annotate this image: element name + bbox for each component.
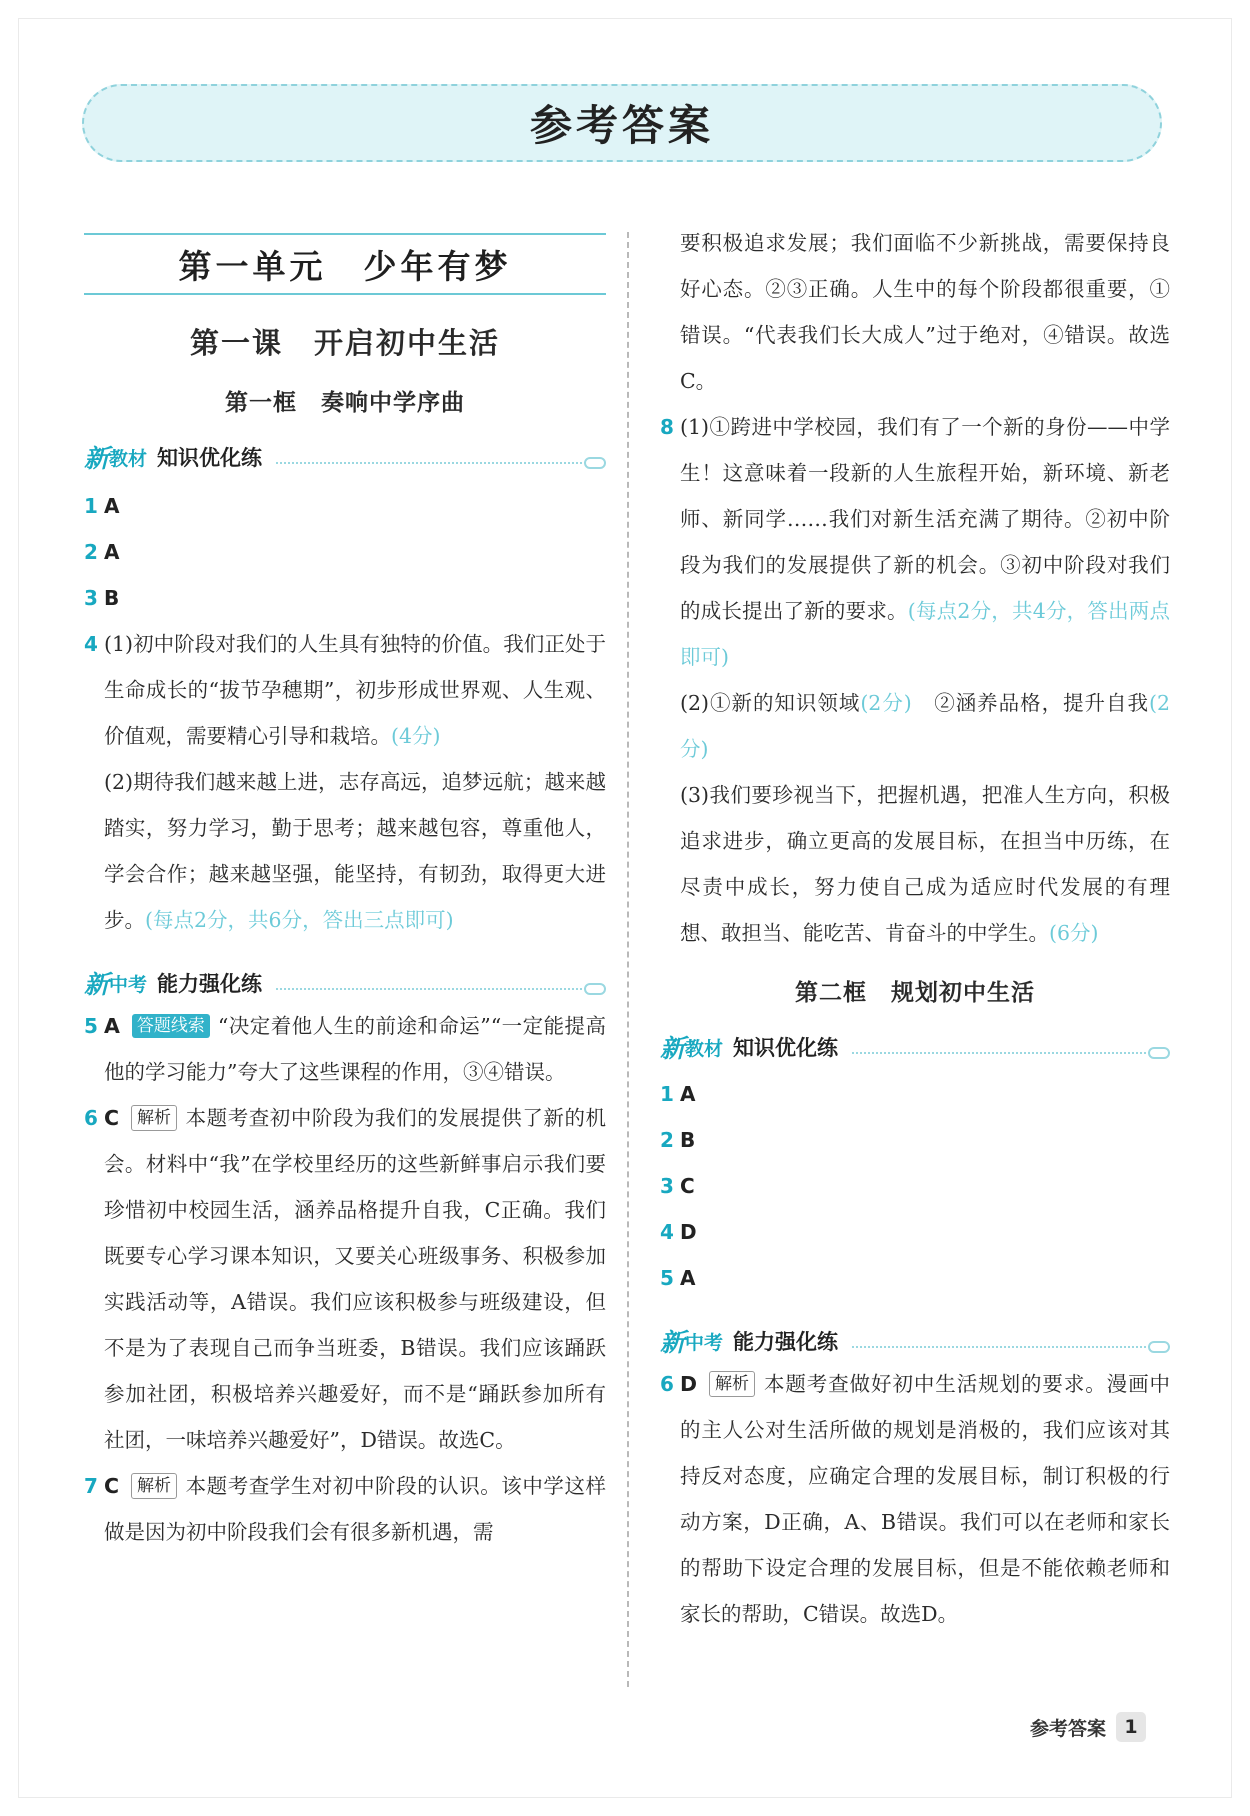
score-note: (每点2分，共4分，答出两点即可): [680, 599, 1170, 669]
score-note: (2分): [860, 691, 912, 715]
score-note: (4分): [391, 724, 441, 748]
answer-item: [84, 483, 606, 529]
answer-item: [84, 1095, 606, 1463]
explanation: 本题考查学生对初中阶段的认识。该中学这样做是因为初中阶段我们会有很多新机遇，需: [104, 1474, 606, 1544]
pencil-icon: [584, 457, 606, 469]
pencil-icon: [584, 983, 606, 995]
page-number: 1: [1116, 1712, 1146, 1742]
answer-item: [660, 1255, 1170, 1301]
section-rule: [276, 462, 582, 464]
answer-number: 5: [660, 1266, 674, 1290]
answer-part: (2)期待我们越来越上进，志存高远，追梦远航；越来越踏实，努力学习，勤于思考；越来越包容，尊重他人，学会合作；越来越坚强，能坚持，有韧劲，取得更大进步。: [104, 770, 606, 932]
answer-number: 4: [660, 1220, 674, 1244]
section-rule: [852, 1052, 1146, 1054]
answer-number: 2: [660, 1128, 674, 1152]
answer-letter: D: [680, 1220, 697, 1244]
explanation: 本题考查做好初中生活规划的要求。漫画中的主人公对生活所做的规划是消极的，我们应该对其持反对态度，应确定合理的发展目标，制订积极的行动方案，D正确，A、B错误。我们可以在老师和家长的帮助下设定合理的发展目标，但是不能依赖老师和家长的帮助，C错误。故选D。: [680, 1372, 1170, 1626]
score-note: (每点2分，共6分，答出三点即可): [145, 908, 454, 932]
left-column: [84, 225, 606, 1555]
answer-banner: [82, 84, 1162, 162]
cue-tag: 答题线索: [132, 1014, 210, 1038]
section-name: 知识优化练: [157, 446, 263, 470]
answer-number: 2: [84, 540, 98, 564]
answer-part: ②涵养品格，提升自我: [911, 691, 1149, 715]
answer-number: 1: [660, 1082, 674, 1106]
answer-part: (3)我们要珍视当下，把握机遇，把准人生方向，积极追求进步，确立更高的发展目标，在担当中历练，在尽责中成长，努力使自己成为适应时代发展的有理想、敢担当、能吃苦、肯奋斗的中学生。: [680, 783, 1170, 945]
analysis-tag: 解析: [131, 1473, 177, 1499]
answer-item: [84, 575, 606, 621]
section-sub: 中考: [685, 1331, 724, 1354]
answer-text: [104, 621, 606, 943]
answer-letter: A: [104, 494, 120, 518]
section-prefix: 新: [84, 444, 110, 473]
page-footer: [1030, 1712, 1146, 1742]
answer-part: (1)①跨进中学校园，我们有了一个新的身份——中学生！这意味着一段新的人生旅程开始，新环境、新老师、新同学……我们对新生活充满了期待。②初中阶段为我们的发展提供了新的机会。③初中阶段对我们的成长提出了新的要求。: [680, 415, 1170, 623]
unit-title: 第一单元 少年有梦: [178, 246, 512, 286]
section-knowledge-2: [660, 1027, 1170, 1067]
section-sub: 教材: [109, 447, 148, 470]
frame-title-1: 第一框 奏响中学序曲: [225, 389, 465, 416]
banner-title: 参考答案: [529, 101, 714, 150]
answer-letter: A: [104, 1014, 120, 1038]
answer-item: [660, 1117, 1170, 1163]
answer-part: (2)①新的知识领域: [680, 691, 861, 715]
section-rule: [852, 1346, 1146, 1348]
answer-text: [104, 1003, 606, 1095]
answer-item: [660, 1361, 1170, 1637]
right-column: [660, 220, 1170, 1637]
answer-7-continued: 要积极追求发展；我们面临不少新挑战，需要保持良好心态。②③正确。人生中的每个阶段都很重要，①错误。“代表我们长大成人”过于绝对，④错误。故选C。: [680, 231, 1170, 393]
section-prefix: 新: [660, 1034, 686, 1063]
answer-letter: D: [680, 1372, 698, 1396]
answer-item: [660, 1163, 1170, 1209]
lesson-title: 第一课 开启初中生活: [189, 326, 500, 360]
answer-item: [660, 404, 1170, 956]
section-prefix: 新: [84, 970, 110, 999]
section-sub: 中考: [109, 973, 148, 996]
answer-item: [84, 1463, 606, 1555]
frame-title-2: 第二框 规划初中生活: [795, 979, 1035, 1006]
analysis-tag: 解析: [709, 1371, 755, 1397]
answer-text: [680, 1361, 1170, 1637]
pencil-icon: [1148, 1341, 1170, 1353]
answer-letter: A: [680, 1082, 696, 1106]
section-name: 知识优化练: [733, 1036, 839, 1060]
answer-number: 3: [84, 586, 98, 610]
section-rule: [276, 988, 582, 990]
answer-number: 4: [84, 632, 98, 656]
score-note: (2分): [680, 691, 1170, 761]
section-sub: 教材: [685, 1037, 724, 1060]
answer-item: [660, 1209, 1170, 1255]
section-name: 能力强化练: [157, 972, 263, 996]
answer-number: 6: [660, 1372, 674, 1396]
answer-part: (1)初中阶段对我们的人生具有独特的价值。我们正处于生命成长的“拔节孕穗期”，初步形成世界观、人生观、价值观，需要精心引导和栽培。: [104, 632, 606, 748]
answer-text: [680, 404, 1170, 956]
answer-number: 6: [84, 1106, 98, 1130]
section-prefix: 新: [660, 1328, 686, 1357]
answer-number: 5: [84, 1014, 98, 1038]
answer-letter: C: [104, 1474, 120, 1498]
analysis-tag: 解析: [131, 1105, 177, 1131]
answer-text: [104, 1095, 606, 1463]
answer-number: 7: [84, 1474, 98, 1498]
answer-number: 3: [660, 1174, 674, 1198]
answer-number: 1: [84, 494, 98, 518]
explanation: 本题考查初中阶段为我们的发展提供了新的机会。材料中“我”在学校里经历的这些新鲜事启示我们要珍惜初中校园生活，涵养品格提升自我，C正确。我们既要专心学习课本知识，又要关心班级事务、积极参加实践活动等，A错误。我们应该积极参与班级建设，但不是为了表现自己而争当班委，B错误。我们应该踊跃参加社团，积极培养兴趣爱好，而不是“踊跃参加所有社团，一味培养兴趣爱好”，D错误。故选C。: [104, 1106, 606, 1452]
answer-item: [84, 1003, 606, 1095]
answer-text: [104, 1463, 606, 1555]
answer-item: [84, 621, 606, 943]
score-note: (6分): [1049, 921, 1099, 945]
answer-number: 8: [660, 415, 674, 439]
pencil-icon: [1148, 1047, 1170, 1059]
section-knowledge-1: [84, 437, 606, 477]
answer-item: [84, 529, 606, 575]
answer-letter: A: [680, 1266, 696, 1290]
answer-letter: B: [680, 1128, 696, 1152]
answer-letter: A: [104, 540, 120, 564]
explanation: “决定着他人生的前途和命运”“一定能提高他的学习能力”夸大了这些课程的作用，③④错误。: [104, 1014, 606, 1084]
answer-letter: C: [104, 1106, 120, 1130]
footer-label: 参考答案: [1030, 1717, 1107, 1740]
section-name: 能力强化练: [733, 1330, 839, 1354]
section-ability-2: [660, 1321, 1170, 1361]
answer-letter: B: [104, 586, 120, 610]
answer-item: [660, 1071, 1170, 1117]
column-divider: [627, 232, 629, 1687]
section-ability-1: [84, 963, 606, 1003]
unit-header: [84, 233, 606, 295]
answer-letter: C: [680, 1174, 695, 1198]
